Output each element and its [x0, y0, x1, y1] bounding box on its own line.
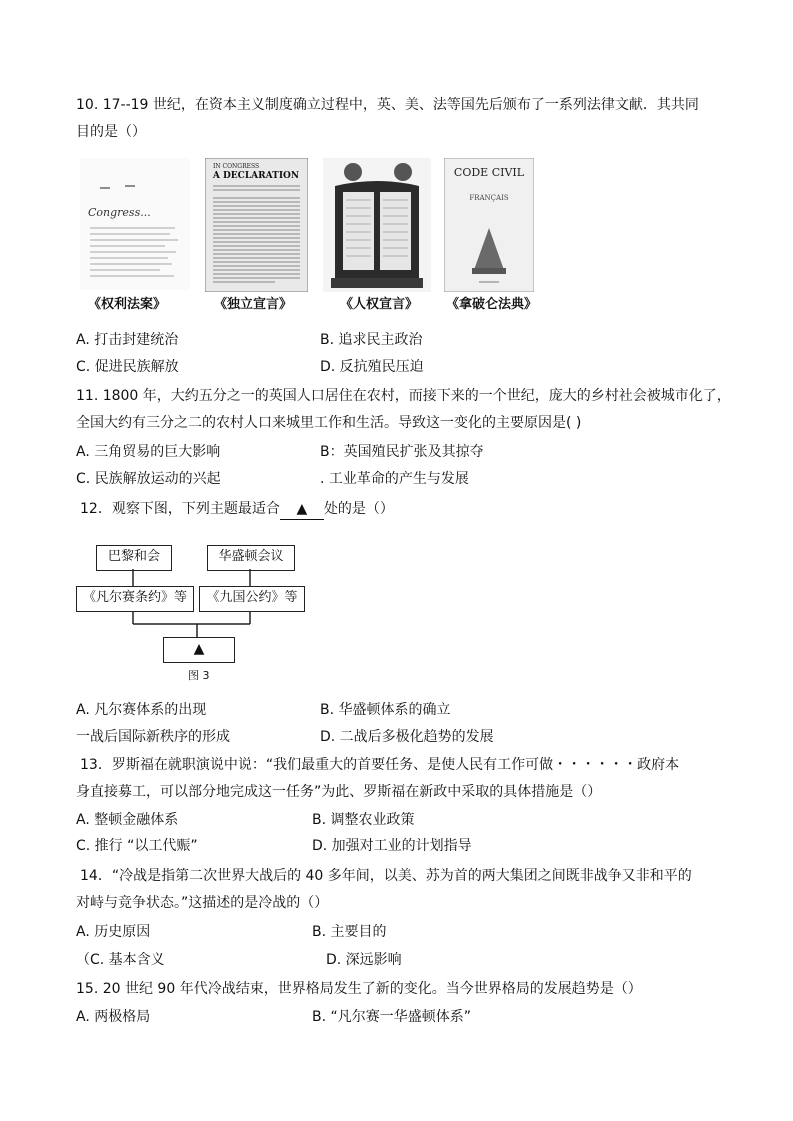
q13-stem-line1: 13．罗斯福在就职演说中说：“我们最重大的首要任务、是使人民有工作可做・・・・・・政府本	[80, 757, 680, 773]
declaration-heading: A DECLARATION	[212, 171, 300, 181]
q10-stem-line2: 目的是（）	[76, 124, 146, 140]
nine-power-treaty-box: 《九国公约》等	[199, 586, 305, 612]
q10-option-b[interactable]: B. 追求民主政治	[320, 332, 423, 348]
q10-option-c[interactable]: C. 促进民族解放	[76, 359, 179, 375]
bill-of-rights-image	[80, 158, 190, 290]
q10-option-d[interactable]: D. 反抗殖民压迫	[320, 359, 424, 375]
versailles-treaty-box: 《凡尔赛条约》等	[76, 586, 194, 612]
q11-option-c[interactable]: C. 民族解放运动的兴起	[76, 471, 221, 487]
q11-option-d[interactable]: . 工业革命的产生与发展	[320, 471, 469, 487]
q15-option-b[interactable]: B. “凡尔赛一华盛顿体系”	[312, 1009, 472, 1025]
bill-of-rights-script: Congress...	[88, 206, 151, 219]
declaration-of-rights-of-man-image	[323, 158, 431, 292]
code-civil-subtitle: FRANÇAIS	[469, 194, 509, 202]
svg-text:IN CONGRESS: IN CONGRESS	[213, 163, 260, 170]
q11-option-b[interactable]: B：英国殖民扩张及其掠夺	[320, 444, 484, 460]
q13-option-d[interactable]: D. 加强对工业的计划指导	[312, 838, 472, 854]
rights-of-man-caption: 《人权宣言》	[340, 297, 419, 312]
q15-stem-line1: 15. 20 世纪 90 年代冷战结束，世界格局发生了新的变化。当今世界格局的发展趋势是（）	[76, 981, 642, 997]
q14-option-a[interactable]: A. 历史原因	[76, 924, 151, 940]
q12-option-c[interactable]: 一战后国际新秩序的形成	[76, 729, 230, 745]
q14-stem-line2: 对峙与竞争状态。”这描述的是冷战的（）	[76, 895, 329, 911]
q14-stem-line1: 14．“冷战是指第二次世界大战后的 40 多年间，以美、苏为首的两大集团之间既非战争又非和平的	[80, 868, 692, 884]
q13-option-c[interactable]: C. 推行 “以工代赈”	[76, 838, 198, 854]
q13-option-a[interactable]: A. 整顿金融体系	[76, 812, 179, 828]
q12-stem-suffix: 处的是（）	[323, 501, 394, 517]
declaration-of-independence-caption: 《独立宣言》	[214, 297, 293, 312]
q12-option-d[interactable]: D. 二战后多极化趋势的发展	[320, 729, 494, 745]
q13-stem-line2: 身直接募工，可以部分地完成这一任务”为此、罗斯福在新政中采取的具体措施是（）	[76, 784, 602, 800]
code-civil-title: CODE CIVIL	[453, 166, 525, 179]
bill-of-rights-caption: 《权利法案》	[88, 297, 167, 312]
q11-stem-line2: 全国大约有三分之二的农村人口来城里工作和生活。导致这一变化的主要原因是( )	[76, 415, 582, 431]
diagram-blank-box: ▲	[163, 637, 235, 663]
napoleonic-code-caption: 《拿破仑法典》	[446, 297, 538, 312]
washington-conference-box: 华盛顿会议	[207, 545, 295, 571]
q12-stem	[80, 499, 394, 520]
q13-option-b[interactable]: B. 调整农业政策	[312, 812, 415, 828]
q14-option-b[interactable]: B. 主要目的	[312, 924, 387, 940]
q11-stem-line1: 11. 1800 年，大约五分之一的英国人口居住在农村，而接下来的一个世纪，庞大的乡村社会被城市化了，	[76, 388, 731, 404]
q15-option-a[interactable]: A. 两极格局	[76, 1009, 151, 1025]
paris-conference-box: 巴黎和会	[96, 545, 172, 571]
figure-label: 图 3	[188, 669, 210, 682]
q12-stem-prefix: 12．观察下图，下列主题最适合	[80, 501, 280, 517]
q11-option-a[interactable]: A. 三角贸易的巨大影响	[76, 444, 221, 460]
q12-blank: ▲	[280, 499, 324, 520]
q12-option-a[interactable]: A. 凡尔赛体系的出现	[76, 702, 207, 718]
q10-option-a[interactable]: A. 打击封建统治	[76, 332, 179, 348]
q12-option-b[interactable]: B. 华盛顿体系的确立	[320, 702, 451, 718]
napoleonic-code-image	[444, 158, 534, 292]
q14-option-c[interactable]: （C. 基本含义	[76, 952, 165, 968]
q14-option-d[interactable]: D. 深远影响	[326, 952, 402, 968]
q10-stem-line1: 10. 17--19 世纪，在资本主义制度确立过程中，英、美、法等国先后颁布了一系列法律文献．其共同	[76, 97, 699, 113]
declaration-of-independence-image	[205, 158, 308, 292]
